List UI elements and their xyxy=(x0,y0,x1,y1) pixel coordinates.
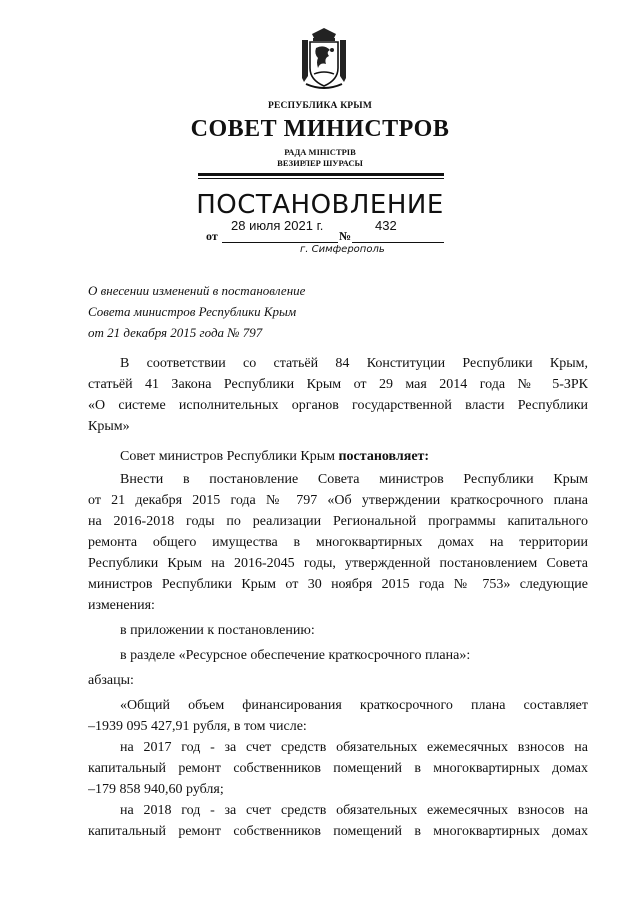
decree-subject xyxy=(88,280,408,343)
text-line: изменения: xyxy=(88,598,155,613)
republic-heading: РЕСПУБЛИКА КРЫМ xyxy=(268,101,372,111)
text-line: Крым» xyxy=(88,419,130,434)
council-heading: СОВЕТ МИНИСТРОВ xyxy=(190,116,450,142)
section-line: в разделе «Ресурсное обеспечение краткосрочного плана»: xyxy=(120,648,471,663)
text-line: «Общий объем финансирования краткосрочного плана составляет xyxy=(120,698,588,713)
date-label: от xyxy=(206,229,218,243)
subject-line: О внесении изменений в постановление xyxy=(88,283,306,298)
decree-number: 432 xyxy=(375,218,397,233)
text-line: капитальный ремонт собственников помещений в многоквартирных домах xyxy=(88,761,588,776)
text-line: статьёй 41 Закона Республики Крым от 29 мая 2014 года № 5-ЗРК xyxy=(88,377,588,392)
preamble-paragraph xyxy=(88,353,588,437)
subject-line: от 21 декабря 2015 года № 797 xyxy=(88,325,263,340)
subject-line: Совета министров Республики Крым xyxy=(88,304,297,319)
annex-line: в приложении к постановлению: xyxy=(120,623,315,638)
text-line: «О системе исполнительных органов государственной власти Республики xyxy=(88,398,588,413)
text-line: капитальный ремонт собственников помещений в многоквартирных домах xyxy=(88,824,588,839)
council-name-crimean-tatar: ВЕЗИРЛЕР ШУРАСЫ xyxy=(277,158,363,168)
header-divider-thick xyxy=(198,173,444,176)
decree-date: 28 июля 2021 г. xyxy=(231,218,324,233)
text-line: –179 858 940,60 рубля; xyxy=(88,782,224,797)
text-line: Внести в постановление Совета министров Республики Крым xyxy=(120,472,588,487)
header-divider-thin xyxy=(198,178,444,179)
resolution-text: Совет министров Республики Крым xyxy=(120,449,339,464)
text-line: В соответствии со статьёй 84 Конституции Республики Крым, xyxy=(120,356,588,371)
amendment-paragraph xyxy=(88,469,588,842)
text-line: министров Республики Крым от 30 ноября 2015 года № 753» следующие xyxy=(88,577,588,592)
resolution-verb: постановляет: xyxy=(338,449,430,464)
text-line: от 21 декабря 2015 года № 797 «Об утверждении краткосрочного плана xyxy=(88,493,588,508)
number-label: № xyxy=(339,229,352,243)
text-line: –1939 095 427,91 рубля, в том числе: xyxy=(88,719,307,734)
text-line: на 2016-2018 годы по реализации Региональной программы капитального xyxy=(88,514,588,529)
text-line: ремонта общего имущества в многоквартирных домах на территории xyxy=(88,535,588,550)
decree-city: г. Симферополь xyxy=(300,244,385,255)
date-number-underline xyxy=(222,242,444,243)
resolution-line xyxy=(88,446,588,467)
council-name-ukrainian: РАДА МІНІСТРІВ xyxy=(284,147,356,157)
text-line: на 2018 год - за счет средств обязательных ежемесячных взносов на xyxy=(120,803,588,818)
crimea-coat-of-arms-icon xyxy=(296,26,352,92)
paragraphs-line: абзацы: xyxy=(88,673,134,688)
text-line: на 2017 год - за счет средств обязательных ежемесячных взносов на xyxy=(120,740,588,755)
text-line: Республики Крым на 2016-2045 годы, утвержденной постановлением Совета xyxy=(88,556,588,571)
decree-title: ПОСТАНОВЛЕНИЕ xyxy=(196,190,444,220)
